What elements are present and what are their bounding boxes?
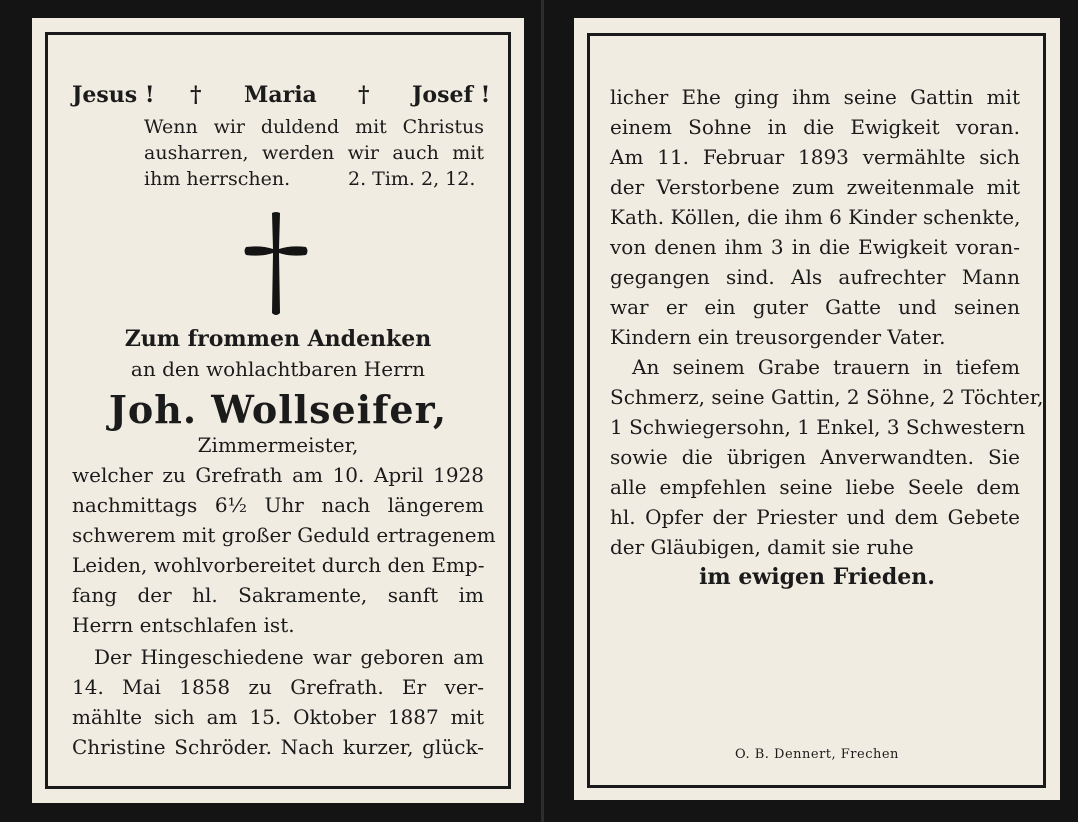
para2-line-4: Christine Schröder. Nach kurzer, glück- — [72, 735, 484, 759]
right-line-4: der Verstorbene zum zweitenmale mit — [610, 175, 1020, 199]
right-para2-line-1: An seinem Grabe trauern in tiefem — [632, 355, 1020, 379]
invocation-maria: Maria — [244, 82, 317, 108]
body-line-5: fang der hl. Sakramente, sanft im — [72, 583, 484, 607]
para2-line-1: Der Hingeschiedene war geboren am — [94, 645, 484, 669]
body-line-1: welcher zu Grefrath am 10. April 1928 — [72, 463, 484, 487]
right-line-5: Kath. Köllen, die ihm 6 Kinder schenkte, — [610, 205, 1021, 229]
verse-line-1: Wenn wir duldend mit Christus — [144, 116, 484, 138]
right-card-page — [574, 18, 1060, 800]
invocation-jesus: Jesus ! — [72, 82, 155, 108]
para2-line-3: mählte sich am 15. Oktober 1887 mit — [72, 705, 484, 729]
body-line-4: Leiden, wohlvorbereitet durch den Emp- — [72, 553, 485, 577]
right-line-9: Kindern ein treusorgender Vater. — [610, 325, 946, 349]
body-line-3: schwerem mit großer Geduld ertragenem — [72, 523, 496, 547]
para2-line-2: 14. Mai 1858 zu Grefrath. Er ver- — [72, 675, 484, 699]
verse-line-3: ihm herrschen. — [144, 168, 291, 190]
right-line-2: einem Sohne in die Ewigkeit voran. — [610, 115, 1020, 139]
verse-reference: 2. Tim. 2, 12. — [348, 168, 476, 190]
right-line-1: licher Ehe ging ihm seine Gattin mit — [610, 85, 1020, 109]
invocation-josef: Josef ! — [412, 82, 491, 108]
body-line-6: Herrn entschlafen ist. — [72, 613, 295, 637]
right-para2-line-2: Schmerz, seine Gattin, 2 Söhne, 2 Töchter, — [610, 385, 1044, 409]
right-line-8: war er ein guter Gatte und seinen — [610, 295, 1020, 319]
card-fold — [541, 0, 544, 822]
memorial-subtitle: an den wohlachtbaren Herrn — [130, 357, 426, 381]
cross-glyph-1: † — [190, 82, 202, 108]
printer-imprint: O. B. Dennert, Frechen — [735, 747, 899, 762]
cross-glyph-2: † — [358, 82, 370, 108]
deceased-occupation: Zimmermeister, — [197, 433, 359, 457]
left-card-page — [32, 18, 524, 803]
right-para2-line-5: alle empfehlen seine liebe Seele dem — [610, 475, 1020, 499]
verse-line-2: ausharren, werden wir auch mit — [144, 142, 484, 164]
right-line-3: Am 11. Februar 1893 vermählte sich — [610, 145, 1020, 169]
right-line-6: von denen ihm 3 in die Ewigkeit voran- — [610, 235, 1020, 259]
deceased-name: Joh. Wollseifer, — [108, 387, 448, 432]
right-line-7: gegangen sind. Als aufrechter Mann — [610, 265, 1020, 289]
right-para2-line-4: sowie die übrigen Anverwandten. Sie — [610, 445, 1020, 469]
closing-phrase: im ewigen Frieden. — [699, 564, 935, 590]
right-para2-line-3: 1 Schwiegersohn, 1 Enkel, 3 Schwestern — [610, 415, 1026, 439]
right-para2-line-6: hl. Opfer der Priester und dem Gebete — [610, 505, 1020, 529]
memorial-title: Zum frommen Andenken — [124, 326, 432, 352]
latin-cross-icon — [243, 211, 309, 317]
right-para2-line-7: der Gläubigen, damit sie ruhe — [610, 535, 914, 559]
body-line-2: nachmittags 6½ Uhr nach längerem — [72, 493, 484, 517]
